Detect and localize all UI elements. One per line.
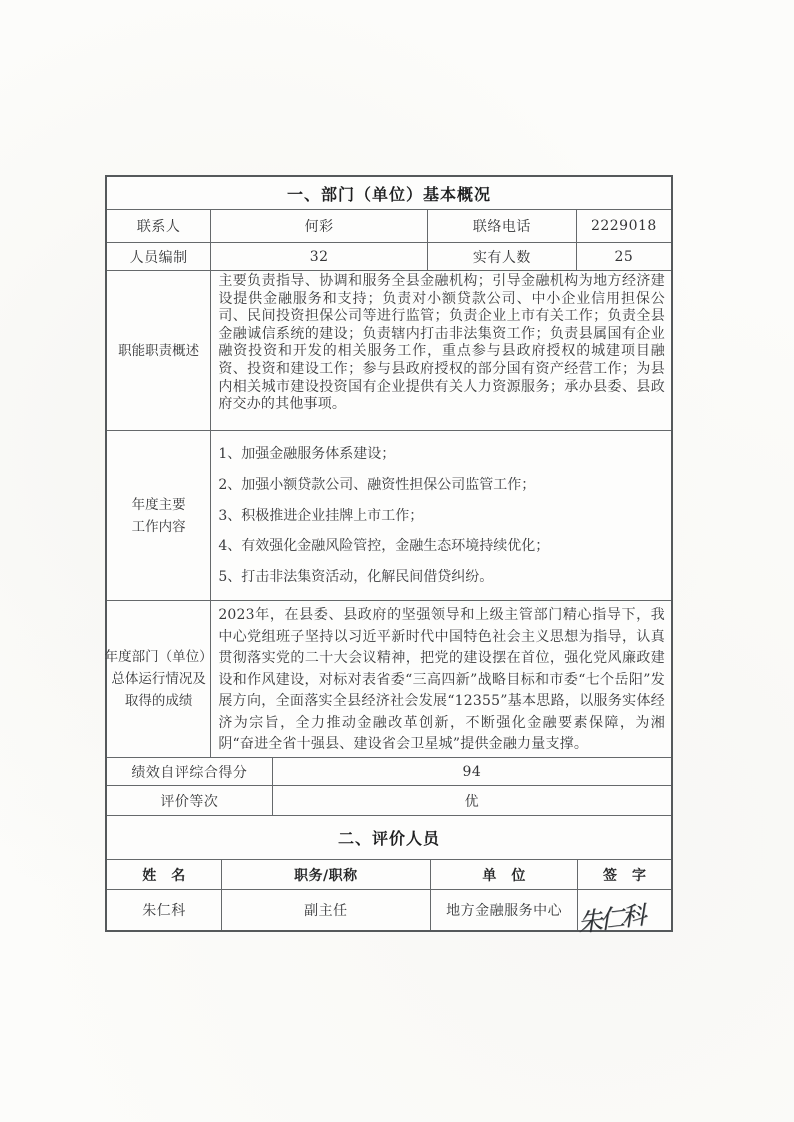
- actual-headcount-label: 实有人数: [428, 243, 577, 270]
- evaluator-name: 朱仁科: [107, 890, 222, 930]
- contact-row: [107, 209, 671, 242]
- staffing-label: 人员编制: [107, 243, 211, 270]
- grade-row: [107, 785, 671, 815]
- annual-work-item-4: 4、有效强化金融风险管控，金融生态环境持续优化；: [218, 538, 550, 555]
- actual-headcount-value: 25: [614, 248, 634, 265]
- duties-label: 职能职责概述: [107, 271, 211, 430]
- header-signature: 签 字: [602, 867, 647, 884]
- staffing-row: [107, 242, 671, 270]
- annual-work-row: [107, 430, 671, 600]
- evaluator-signature-cell: [577, 890, 671, 938]
- header-name: 姓 名: [107, 860, 222, 889]
- evaluator-unit: 地方金融服务中心: [431, 890, 579, 930]
- contact-label: 联系人: [107, 210, 211, 242]
- section1-title: 一、部门（单位）基本概况: [286, 184, 491, 204]
- score-label: 绩效自评综合得分: [107, 758, 273, 785]
- evaluator-row: [107, 889, 671, 938]
- staffing-value: 32: [211, 243, 428, 270]
- overall-label: 年度部门（单位） 总体运行情况及 取得的成绩: [107, 601, 211, 757]
- handwritten-signature: 朱仁科: [577, 899, 649, 938]
- annual-work-item-5: 5、打击非法集资活动，化解民间借贷纠纷。: [218, 569, 494, 585]
- evaluators-header-row: [107, 859, 671, 889]
- evaluator-position: 副主任: [222, 890, 431, 930]
- duties-text: 主要负责指导、协调和服务全县金融机构；引导金融机构为地方经济建设提供金融服务和支持；负责对小额贷款公司、中小企业信用担保公司、民间投资担保公司等进行监管；负责企业上市有关工作；负责全县金融诚信系统的建设；负责辖内打击非法集资工作；负责县属国有企业融资投资和开发的相关服务工作，重点参与县政府授权的城建项目融资、投资和建设工作；参与县政府授权的部分国有资产经营工作；为县内相关城市建设投资国有企业提供有关人力资源服务；承办县委、县政府交办的其他事项。: [218, 273, 665, 413]
- contact-value: 何彩: [211, 210, 428, 242]
- overall-row: [104, 600, 671, 757]
- grade-value: 优: [464, 793, 480, 810]
- header-position: 职务/职称: [222, 860, 431, 889]
- performance-evaluation-form: [104, 175, 673, 938]
- section2-title-row: [107, 815, 671, 859]
- annual-work-item-3: 3、积极推进企业挂牌上市工作；: [218, 507, 424, 524]
- annual-work-item-1: 1、加强金融服务体系建设；: [218, 446, 396, 462]
- score-row: [107, 757, 671, 785]
- grade-label: 评价等次: [107, 786, 273, 815]
- annual-work-items: [211, 431, 671, 600]
- duties-row: [107, 270, 671, 430]
- annual-work-item-2: 2、加强小额贷款公司、融资性担保公司监管工作；: [218, 476, 536, 493]
- annual-work-label: 年度主要 工作内容: [107, 431, 211, 600]
- section1-title-row: [107, 177, 671, 209]
- phone-label: 联络电话: [428, 210, 577, 242]
- section2-title: 二、评价人员: [337, 829, 440, 848]
- score-value: 94: [462, 763, 482, 780]
- overall-text: 2023年，在县委、县政府的坚强领导和上级主管部门精心指导下，我中心党组班子坚持以习近平新时代中国特色社会主义思想为指导，认真贯彻落实党的二十大会议精神，把党的建设摆在首位，强化党风廉政建设和作风建设，对标对表省委“三高四新”战略目标和市委“七个岳阳”发展方向，全面落实全县经济社会发展“12355”基本思路，以服务实体经济为宗旨，全力推动金融改革创新，不断强化金融要素保障，为湘阴“奋进全省十强县、建设省会卫星城”提供金融力量支撑。: [218, 607, 665, 752]
- phone-value: 2229018: [590, 218, 657, 234]
- header-unit: 单 位: [431, 860, 579, 889]
